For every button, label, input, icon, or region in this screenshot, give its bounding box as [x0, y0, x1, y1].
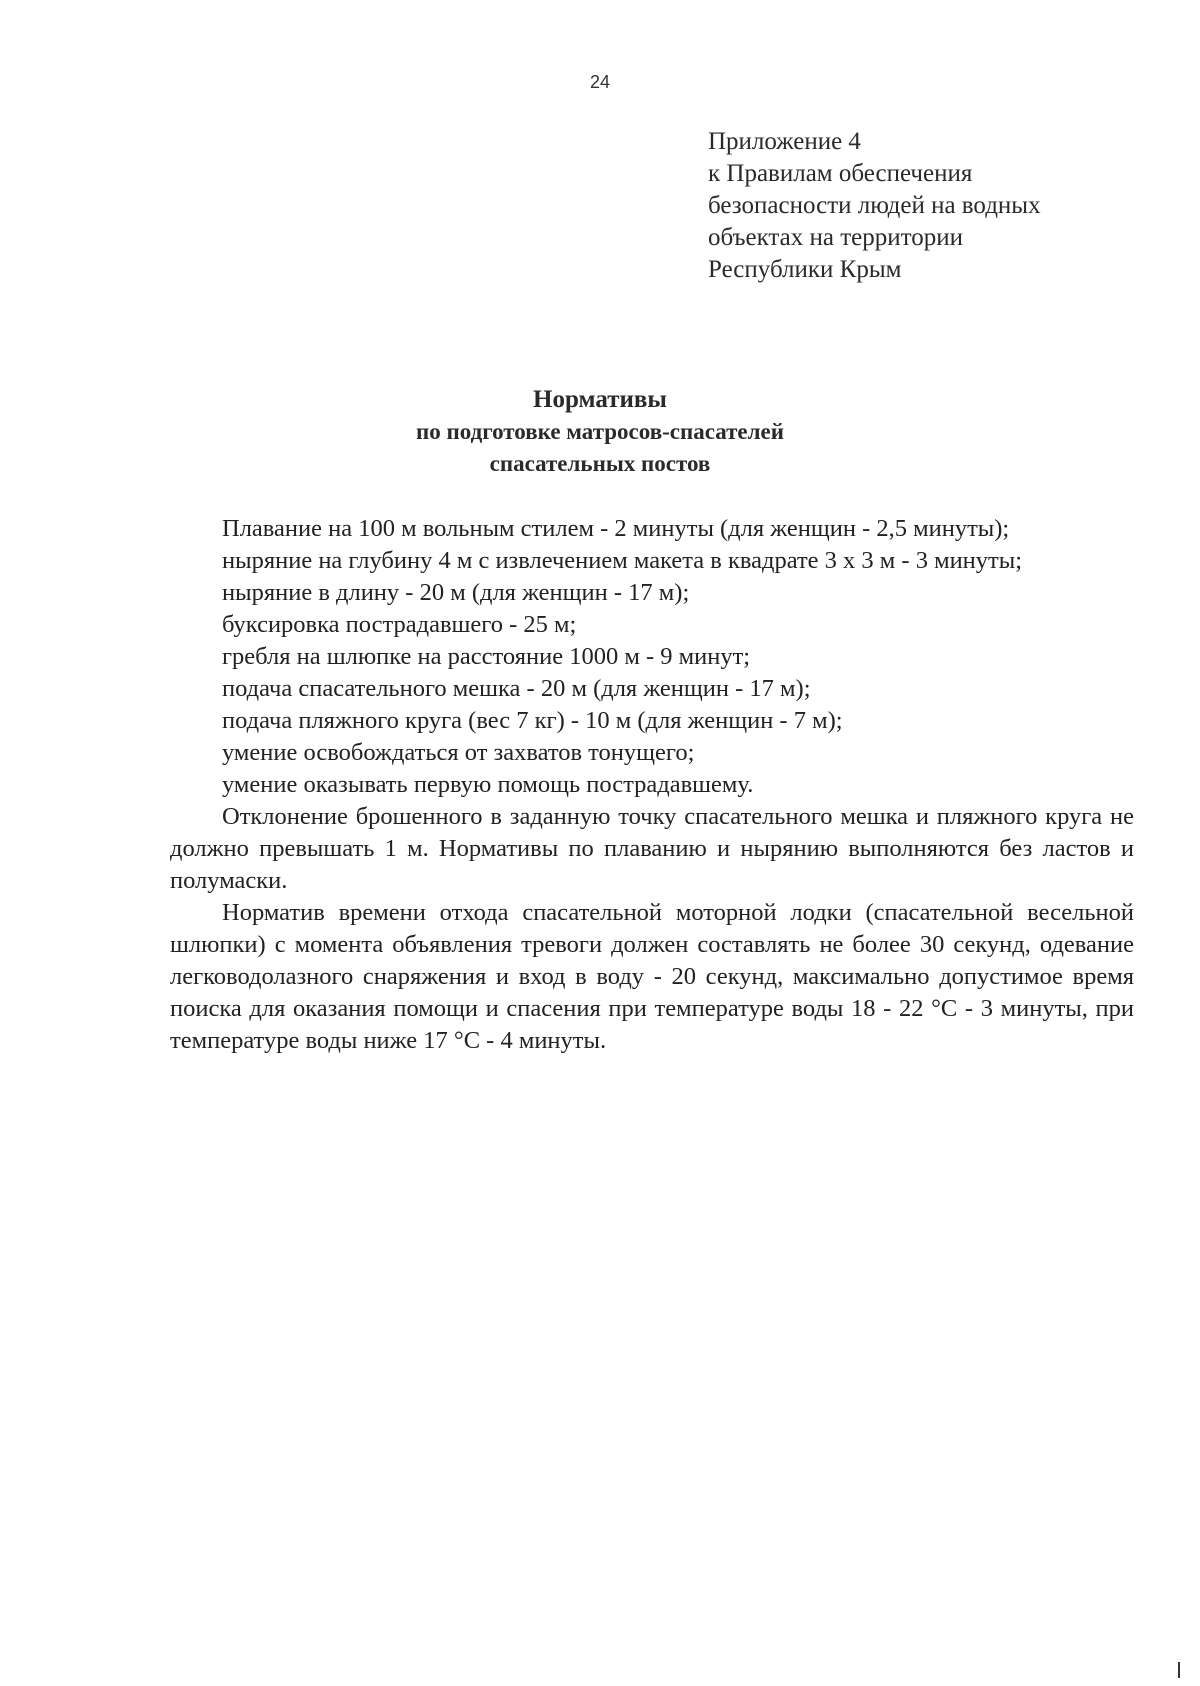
norm-item: буксировка пострадавшего - 25 м; [222, 611, 577, 638]
norm-item: умение освобождаться от захватов тонущего; [222, 739, 695, 766]
norm-item: умение оказывать первую помощь пострадавшему. [222, 771, 754, 798]
appendix-line: Республики Крым [708, 256, 902, 283]
title-line: спасательных постов [489, 451, 711, 476]
scan-edge-mark [1178, 1662, 1180, 1678]
norm-item: ныряние в длину - 20 м (для женщин - 17 м); [222, 579, 690, 606]
norm-item: Плавание на 100 м вольным стилем - 2 минуты (для женщин - 2,5 минуты); [222, 515, 1010, 542]
page-number: 24 [589, 72, 611, 92]
norm-item: гребля на шлюпке на расстояние 1000 м - 9 минут; [222, 643, 751, 670]
body-paragraph: Отклонение брошенного в заданную точку спасательного мешка и пляжного круга не должно превышать 1 м. Нормативы по плаванию и нырянию выполняются без ластов и полумаски. [170, 803, 1134, 894]
appendix-reference [708, 126, 1041, 286]
body-paragraph: Норматив времени отхода спасательной моторной лодки (спасательной весельной шлюпки) с момента объявления тревоги должен составлять не более 30 секунд, одевание легководолазного снаряжения и вход в воду - 20 секунд, максимально допустимое время поиска для оказания помощи и спасения при температуре воды 18 - 22 °С - 3 минуты, при температуре воды ниже 17 °С - 4 минуты. [170, 899, 1134, 1054]
document-title [0, 384, 1200, 480]
appendix-line: Приложение 4 [708, 128, 861, 155]
appendix-line: объектах на территории [708, 224, 963, 251]
appendix-line: безопасности людей на водных [708, 192, 1041, 219]
title-line: по подготовке матросов-спасателей [416, 419, 784, 444]
norm-item: подача спасательного мешка - 20 м (для женщин - 17 м); [222, 675, 811, 702]
document-body [170, 513, 1134, 1057]
title-line: Нормативы [533, 386, 667, 413]
norm-item: ныряние на глубину 4 м с извлечением макета в квадрате 3 х 3 м - 3 минуты; [222, 547, 1023, 574]
appendix-line: к Правилам обеспечения [708, 160, 973, 187]
norm-item: подача пляжного круга (вес 7 кг) - 10 м (для женщин - 7 м); [222, 707, 843, 734]
